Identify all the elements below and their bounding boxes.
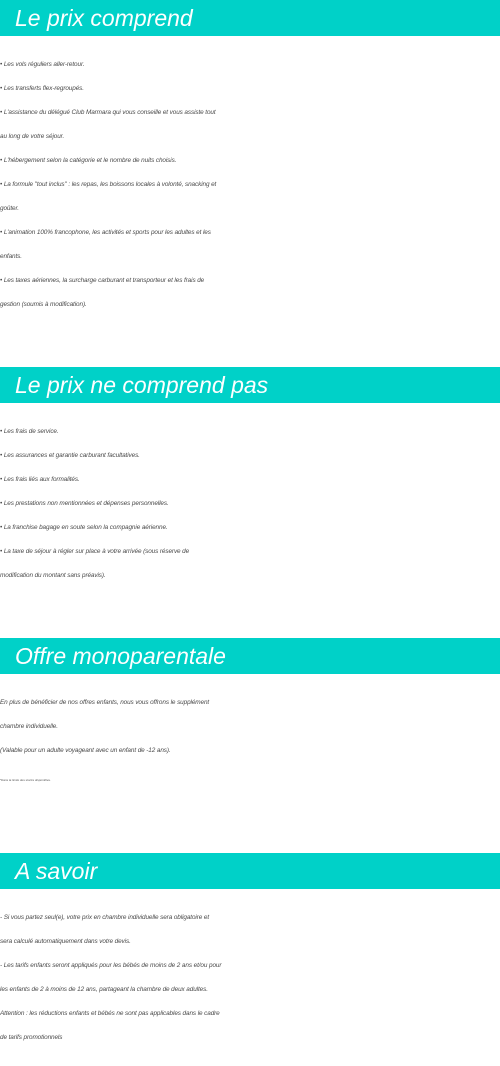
paragraph-line: de tarifs promotionnels [0, 1034, 63, 1041]
paragraph-line: - Les tarifs enfants seront appliqués pour les bébés de moins de 2 ans et/ou pour [0, 962, 222, 969]
list-item: • Les frais liés aux formalités. [0, 476, 80, 483]
list-item: • La franchise bagage en soute selon la compagnie aérienne. [0, 524, 168, 531]
section-price-excludes [0, 367, 500, 588]
paragraph-line: chambre individuelle. [0, 723, 58, 730]
section-body [0, 420, 500, 588]
section-body [0, 53, 500, 317]
paragraph-line: les enfants de 2 à moins de 12 ans, partageant la chambre de deux adultes. [0, 986, 208, 993]
list-item: • L'animation 100% francophone, les activités et sports pour les adultes et les [0, 229, 211, 236]
section-price-includes [0, 0, 500, 317]
list-item: • Les assurances et garantie carburant facultatives. [0, 452, 140, 459]
paragraph-line: sera calculé automatiquement dans votre devis. [0, 938, 131, 945]
section-body [0, 691, 500, 763]
list-item: goûter. [0, 205, 19, 212]
section-single-parent-offer [0, 638, 500, 787]
list-item: • Les vols réguliers aller-retour. [0, 61, 85, 68]
list-item: • Les prestations non mentionnées et dépenses personnelles. [0, 500, 169, 507]
section-body [0, 906, 500, 1050]
section-title: Offre monoparentale [0, 638, 500, 674]
list-item: • Les frais de service. [0, 428, 59, 435]
section-title: Le prix ne comprend pas [0, 367, 500, 403]
list-item: • Les transferts flex-regroupés. [0, 85, 84, 92]
list-item: gestion (soumis à modification). [0, 301, 87, 308]
list-item: • Les taxes aériennes, la surcharge carburant et transporteur et les frais de [0, 277, 205, 284]
list-item: au long de votre séjour. [0, 133, 65, 140]
paragraph-line: (Valable pour un adulte voyageant avec un enfant de -12 ans). [0, 747, 171, 754]
list-item: • L'assistance du délégué Club Marmara qui vous conseille et vous assiste tout [0, 109, 216, 116]
section-title: Le prix comprend [0, 0, 500, 36]
paragraph-line: - Si vous partez seul(e), votre prix en chambre individuelle sera obligatoire et [0, 914, 210, 921]
list-item: • La taxe de séjour à régler sur place à votre arrivée (sous réserve de [0, 548, 190, 555]
list-item: enfants. [0, 253, 22, 260]
paragraph-line: Attention : les réductions enfants et bébés ne sont pas applicables dans le cadre [0, 1010, 220, 1017]
list-item: • L'hébergement selon la catégorie et le nombre de nuits choisis. [0, 157, 177, 164]
footnote: *Dans la limite des stocks disponibles. [0, 778, 51, 782]
list-item: modification du montant sans préavis). [0, 572, 106, 579]
list-item: • La formule "tout inclus" : les repas, les boissons locales à volonté, snacking et [0, 181, 217, 188]
section-title: A savoir [0, 853, 500, 889]
paragraph-line: En plus de bénéficier de nos offres enfants, nous vous offrons le supplément [0, 699, 210, 706]
section-good-to-know [0, 853, 500, 1050]
